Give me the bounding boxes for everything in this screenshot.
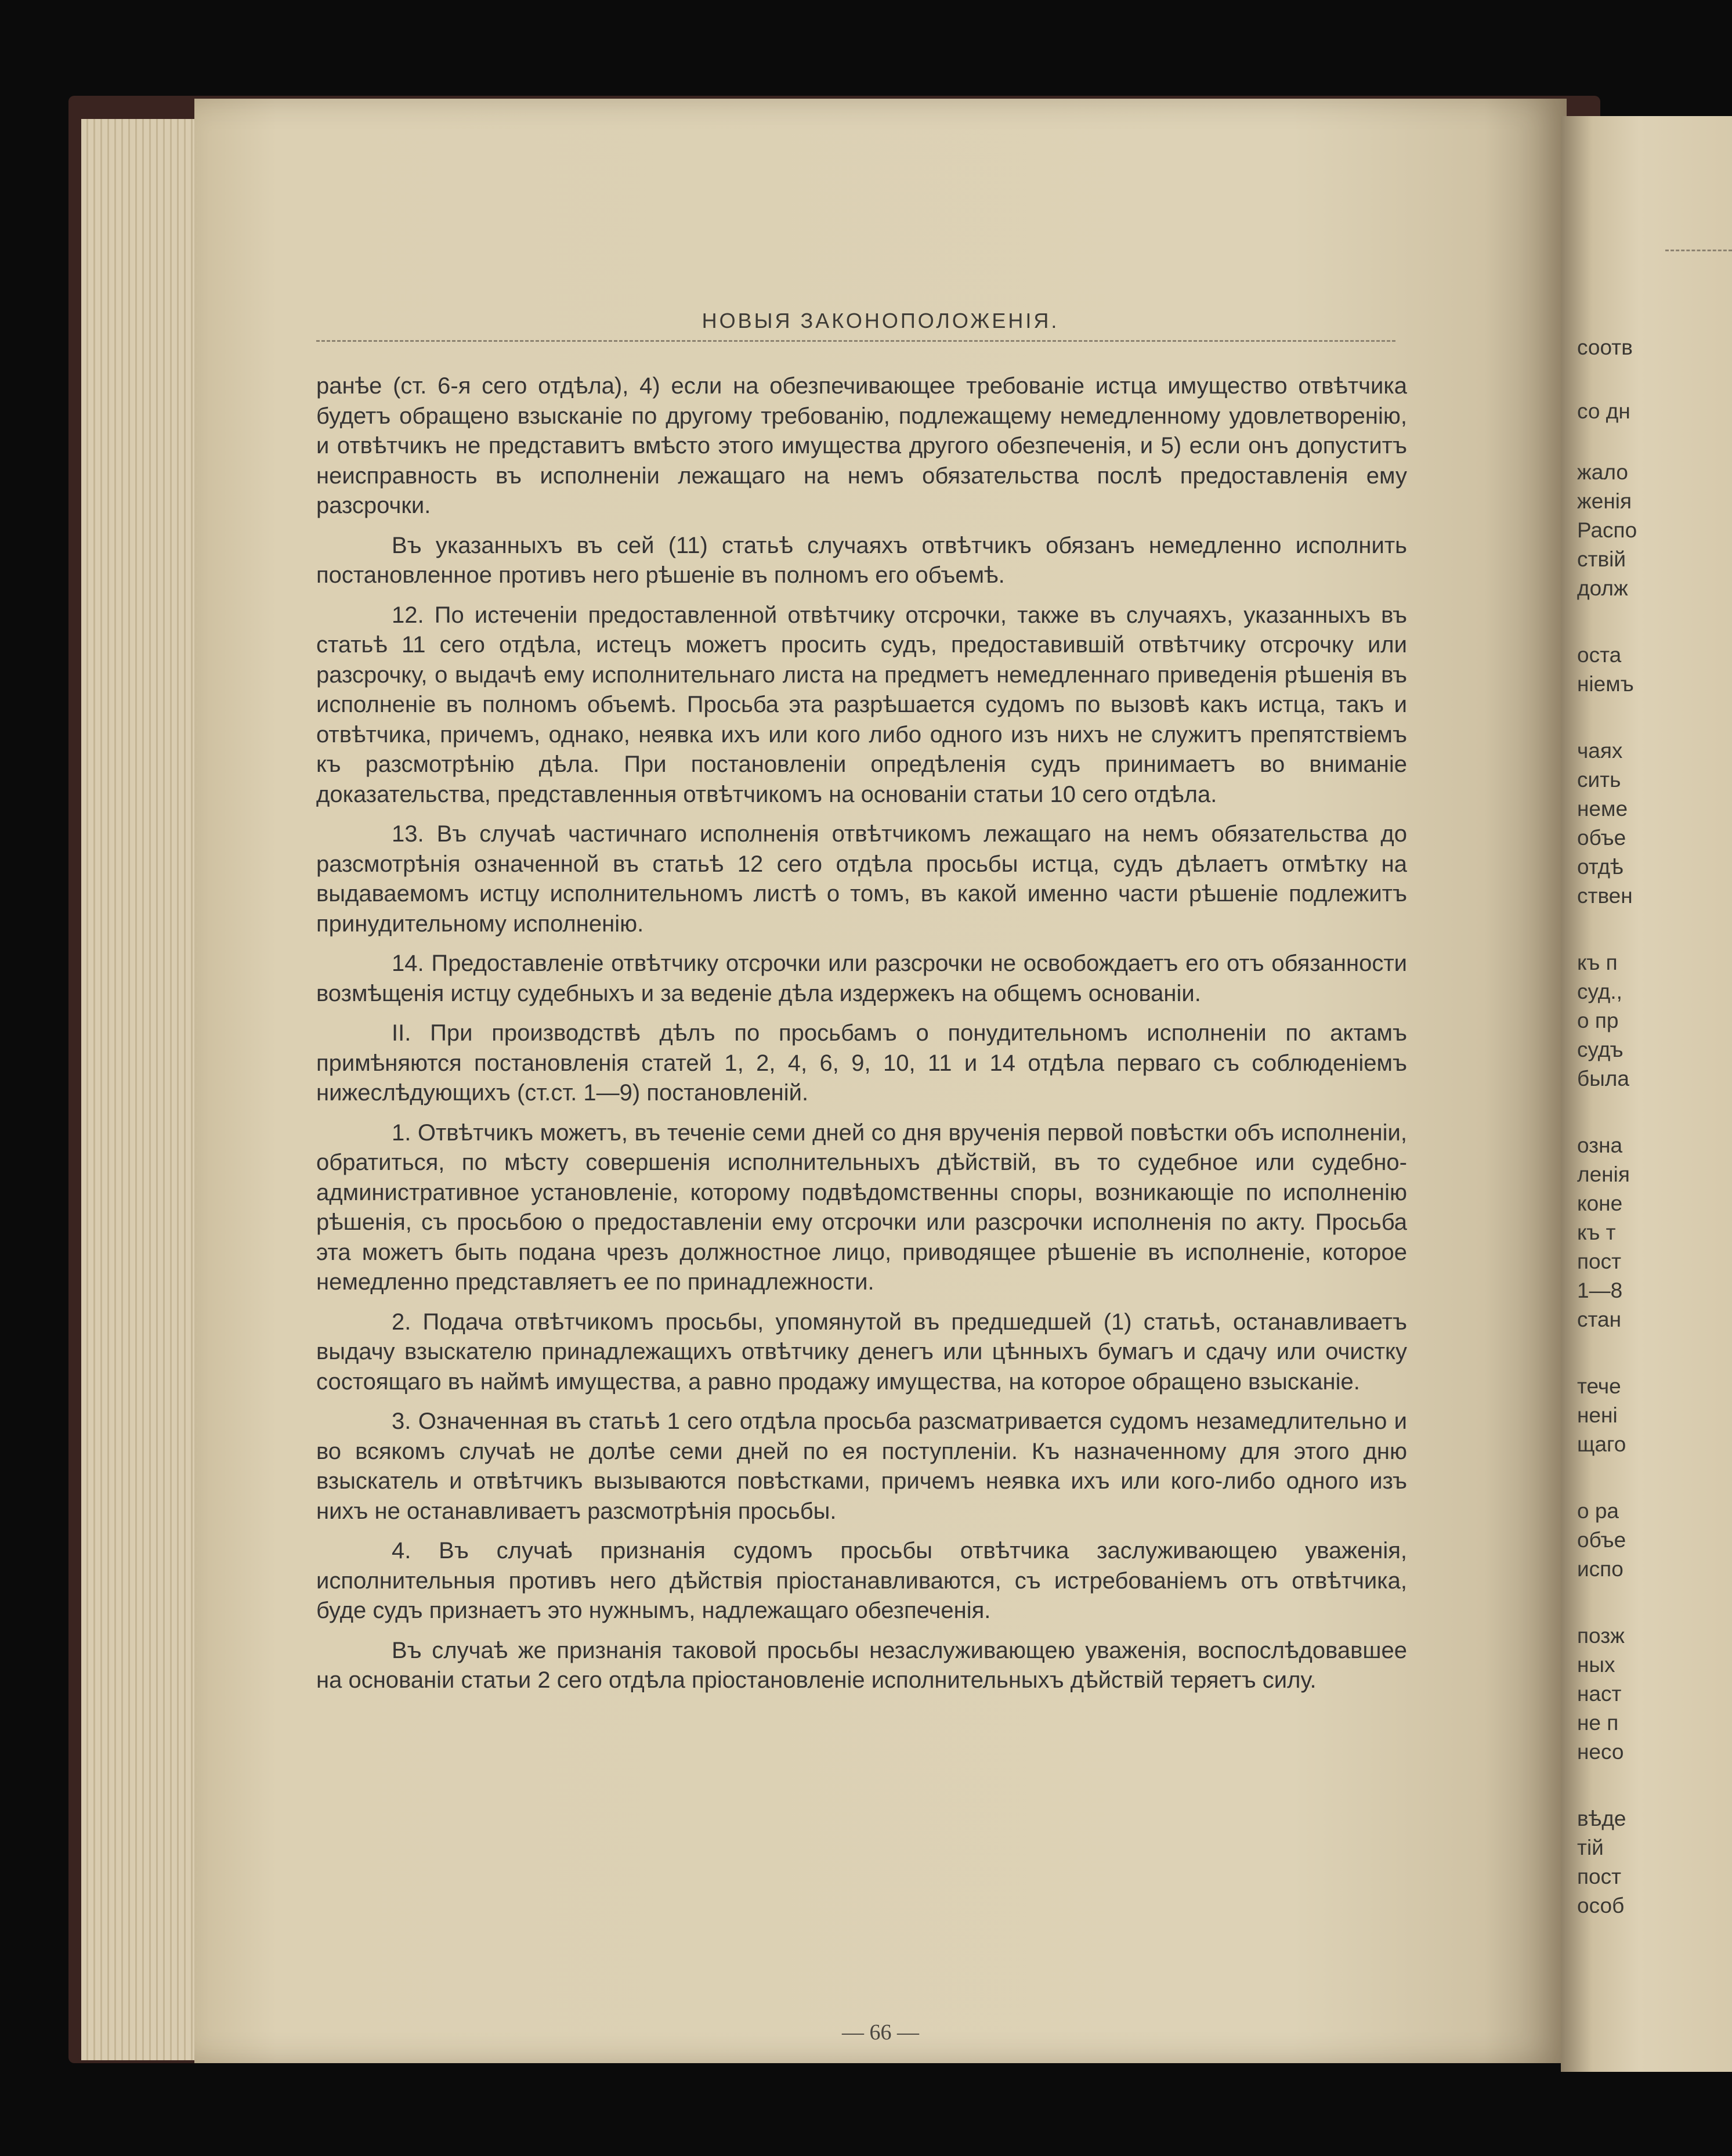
header-rule xyxy=(316,340,1395,342)
running-head: НОВЫЯ ЗАКОНОПОЛОЖЕНІЯ. xyxy=(702,309,1060,333)
facing-page-line: испо xyxy=(1577,1557,1623,1581)
facing-page-line: къ т xyxy=(1577,1220,1616,1244)
book-page xyxy=(194,99,1567,2063)
facing-page-line: нені xyxy=(1577,1403,1618,1427)
facing-page-line: ствен xyxy=(1577,884,1633,908)
paragraph: ранѣе (ст. 6-я сего отдѣла), 4) если на обезпечивающее требованіе истца имущество отвѣтчика будетъ обращено взысканіе по другому требованію, подлежащему немедленному удовлетворенію, и отвѣтчикъ не представитъ вмѣсто этого имущества другого обезпеченія, и 5) если онъ допуститъ неисправность въ исполненіи лежащаго на немъ обязательства послѣ предоставленія ему разсрочки. xyxy=(316,373,1407,518)
facing-page-line: особ xyxy=(1577,1894,1625,1917)
facing-page-line: ных xyxy=(1577,1653,1615,1677)
facing-page-line: была xyxy=(1577,1067,1629,1090)
facing-page-line: чаях xyxy=(1577,739,1623,763)
facing-page-line: не п xyxy=(1577,1711,1619,1735)
facing-page-line: судъ xyxy=(1577,1038,1623,1061)
facing-page-line: озна xyxy=(1577,1133,1623,1157)
facing-page-line: суд., xyxy=(1577,980,1622,1003)
paragraph: 12. По истеченіи предоставленной отвѣтчику отсрочки, также въ случаяхъ, указанныхъ въ статьѣ 11 сего отдѣла, истецъ можетъ просить судъ, предоставившій отвѣтчику отсрочку или разсрочку, о выдачѣ ему исполнительнаго листа на предметъ немедленнаго приведенія рѣшенія въ исполненіе въ полномъ объемѣ. Просьба эта разрѣшается судомъ по вызовѣ какъ истца, такъ и отвѣтчика, причемъ, однако, неявка ихъ или кого либо одного изъ нихъ не служитъ препятствіемъ къ разсмотрѣнію дѣла. При постановленіи опредѣленія судъ принимаетъ во вниманіе доказательства, представленныя отвѣтчикомъ на основаніи статьи 10 сего отдѣла. xyxy=(316,602,1407,807)
facing-page-line: объе xyxy=(1577,826,1626,850)
facing-page-line: долж xyxy=(1577,576,1628,600)
facing-page-line: позж xyxy=(1577,1624,1625,1648)
facing-page-line: къ п xyxy=(1577,951,1618,974)
facing-page-line: щаго xyxy=(1577,1432,1626,1456)
paragraph: 1. Отвѣтчикъ можетъ, въ теченіе семи дней со дня врученія первой повѣстки объ исполненіи, обратиться, по мѣсту совершенія исполнительныхъ дѣйствій, въ то судебное или судебно-административное установленіе, которому подвѣдомственны споры, возникающіе по исполненію рѣшенія, съ просьбою о предоставленіи ему отсрочки или разсрочки исполненія по акту. Просьба эта можетъ быть подана чрезъ должностное лицо, приводящее рѣшеніе въ исполненіе, которое немедленно представляетъ ее по принадлежности. xyxy=(316,1119,1407,1295)
facing-page-line: ленія xyxy=(1577,1162,1630,1186)
facing-page-line: коне xyxy=(1577,1191,1623,1215)
facing-page-line: ніемъ xyxy=(1577,672,1634,696)
facing-page-line: пост xyxy=(1577,1865,1622,1888)
paragraph: Въ указанныхъ въ сей (11) статьѣ случаяхъ отвѣтчикъ обязанъ немедленно исполнить постановленное противъ него рѣшеніе въ полномъ его объемѣ. xyxy=(316,532,1407,588)
facing-page-line: стан xyxy=(1577,1308,1622,1331)
page-number: — 66 — xyxy=(842,2020,919,2045)
facing-page-line: о ра xyxy=(1577,1499,1619,1523)
facing-page-line: оста xyxy=(1577,643,1622,667)
facing-page-line: вѣде xyxy=(1577,1807,1626,1830)
facing-page-line: тече xyxy=(1577,1374,1621,1398)
facing-page-line: ствій xyxy=(1577,547,1626,571)
facing-page-line: женія xyxy=(1577,489,1632,513)
facing-page-line: наст xyxy=(1577,1682,1622,1706)
paragraph: Въ случаѣ же признанія таковой просьбы незаслуживающею уваженія, воспослѣдовавшее на основаніи статьи 2 сего отдѣла пріостановленіе исполнительныхъ дѣйствій теряетъ силу. xyxy=(316,1637,1407,1693)
paragraph: II. При производствѣ дѣлъ по просьбамъ о понудительномъ исполненіи по актамъ примѣняются постановленія статей 1, 2, 4, 6, 9, 10, 11 и 14 отдѣла перваго съ соблюденіемъ нижеслѣдующихъ (ст.ст. 1—9) постановленій. xyxy=(316,1020,1407,1106)
facing-page-line: пост xyxy=(1577,1249,1622,1273)
facing-page-line: несо xyxy=(1577,1740,1624,1764)
facing-page-line: жало xyxy=(1577,460,1628,484)
paragraph: 3. Означенная въ статьѣ 1 сего отдѣла просьба разсматривается судомъ незамедлительно и во всякомъ случаѣ не долѣе семи дней по ея поступленіи. Къ назначенному для этого дню взыскатель и отвѣтчикъ вызываются повѣстками, причемъ неявка ихъ или кого-либо одного изъ нихъ не останавливаетъ разсмотрѣнія просьбы. xyxy=(316,1409,1407,1524)
paragraph: 4. Въ случаѣ признанія судомъ просьбы отвѣтчика заслуживающею уваженія, исполнительныя противъ него дѣйствія пріостанавливаются, съ истребованіемъ отъ отвѣтчика, буде судъ признаетъ это нужнымъ, надлежащаго обезпеченія. xyxy=(316,1538,1407,1623)
facing-page-line: отдѣ xyxy=(1577,855,1623,879)
facing-page-line: о пр xyxy=(1577,1009,1619,1032)
facing-page-line: Распо xyxy=(1577,518,1637,542)
facing-page-line: неме xyxy=(1577,797,1628,821)
facing-page-rule xyxy=(1665,250,1732,251)
page-body xyxy=(316,371,1407,1706)
facing-page-line: соотв xyxy=(1577,335,1633,359)
facing-page-line: сить xyxy=(1577,768,1621,792)
facing-page-line: объе xyxy=(1577,1528,1626,1552)
paragraph: 13. Въ случаѣ частичнаго исполненія отвѣтчикомъ лежащаго на немъ обязательства до разсмотрѣнія означенной въ статьѣ 12 сего отдѣла просьбы истца, судъ дѣлаетъ отмѣтку на выдаваемомъ истцу исполнительномъ листѣ о томъ, въ какой именно части рѣшеніе подлежитъ принудительному исполненію. xyxy=(316,821,1407,937)
facing-page-line: 1—8 xyxy=(1577,1279,1623,1302)
facing-page-line: со дн xyxy=(1577,399,1630,423)
paragraph: 14. Предоставленіе отвѣтчику отсрочки или разсрочки не освобождаетъ его отъ обязанности возмѣщенія истцу судебныхъ и за веденіе дѣла издержекъ на общемъ основаніи. xyxy=(316,951,1407,1006)
facing-page-line: тій xyxy=(1577,1836,1604,1859)
paragraph: 2. Подача отвѣтчикомъ просьбы, упомянутой въ предшедшей (1) статьѣ, останавливаетъ выдачу взыскателю принадлежащихъ отвѣтчику денегъ или цѣнныхъ бумагъ и сдачу или очистку состоящаго въ наймѣ имущества, а равно продажу имущества, на которое обращено взысканіе. xyxy=(316,1309,1407,1395)
